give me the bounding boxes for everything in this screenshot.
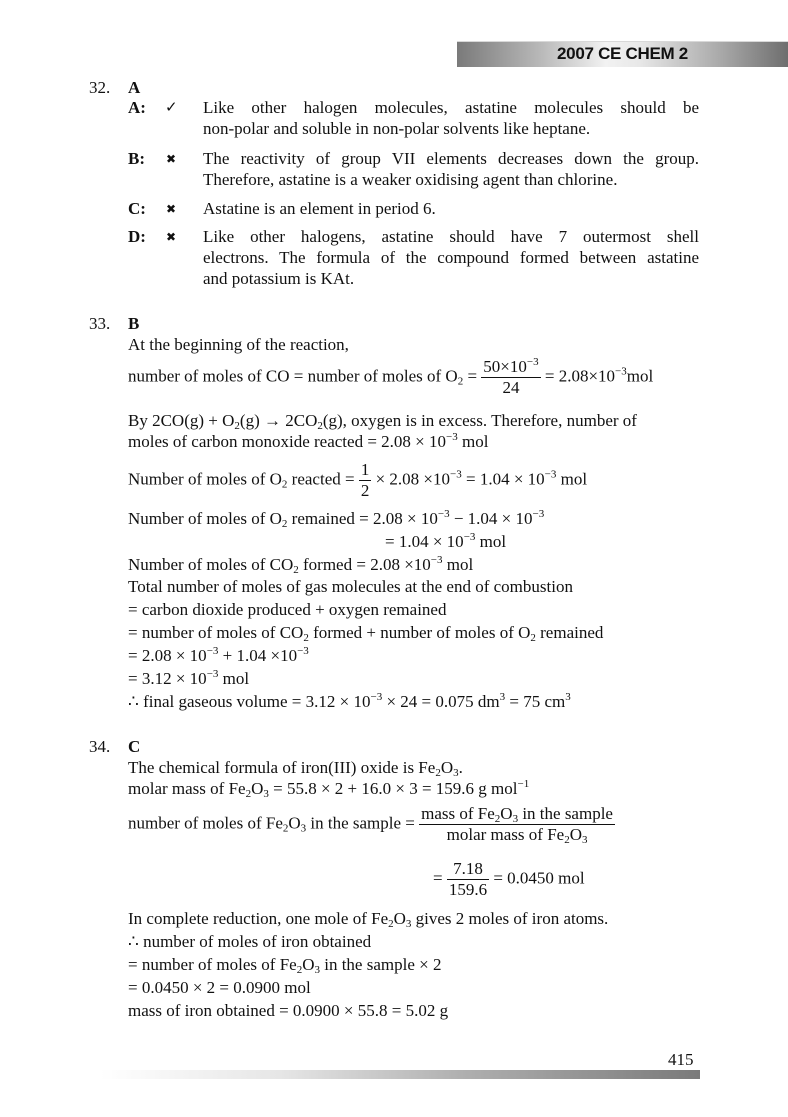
answer-letter: A bbox=[128, 78, 141, 97]
equation-o2-remained: Number of moles of $O_2$ remained = $2.08 \times 10^{-3} - 1.04 \times 10^{-3}$ bbox=[128, 508, 545, 530]
header-title: 2007 CE CHEM 2 bbox=[557, 44, 688, 63]
text-line: = number of moles of $Fe_2O_3$ in the sample × 2 bbox=[128, 955, 442, 976]
cross-icon: ✖ bbox=[166, 152, 177, 166]
text-line: mass of iron obtained = 0.0900 × 55.8 = 5.02 g bbox=[128, 1001, 449, 1020]
fraction: $\frac{7.18}{159.6}$ bbox=[448, 859, 488, 899]
fraction: $\frac{1}{2}$ bbox=[360, 460, 370, 500]
text-line: = 0.0450 × 2 = 0.0900 mol bbox=[128, 978, 311, 997]
footer-bar bbox=[100, 1070, 700, 1079]
option-text-line: Like other halogens, astatine should have 7 outermost shell bbox=[203, 227, 699, 246]
option-letter: B: bbox=[128, 149, 145, 168]
option-text-line: Like other halogen molecules, astatine molecules should be bbox=[203, 98, 699, 117]
cross-icon: ✖ bbox=[166, 202, 177, 216]
check-icon: ✓ bbox=[165, 98, 178, 116]
answer-letter: B bbox=[128, 314, 140, 333]
question-number: 33. bbox=[89, 314, 111, 333]
text-line: molar mass of $Fe_2O_3 = 55.8 \times 2 + 16.0 \times 3 = 159.6$ g mol$^{-1}$ bbox=[128, 778, 530, 800]
text-line: = $2.08 \times 10^{-3} + 1.04 \times 10^{-3}$ bbox=[128, 645, 309, 665]
page-number: 415 bbox=[668, 1050, 694, 1069]
option-letter: C: bbox=[128, 199, 146, 218]
text-line: Number of moles of $CO_2$ formed = $2.08 \times 10^{-3}$ mol bbox=[128, 554, 474, 576]
therefore-icon: ∴ bbox=[128, 692, 139, 711]
equation-moles-value: = $\frac{7.18}{159.6}$ = 0.0450 mol bbox=[433, 859, 585, 899]
question-number: 32. bbox=[89, 78, 111, 97]
text-line: = $1.04 \times 10^{-3}$ mol bbox=[385, 531, 507, 551]
header-bar bbox=[457, 41, 788, 67]
text-line: ∴ number of moles of iron obtained bbox=[128, 932, 372, 951]
text-line: Total number of moles of gas molecules at the end of combustion bbox=[128, 577, 573, 596]
text-line: By $2CO(g) + O_2(g) \to 2CO_2(g)$, oxygen is in excess. Therefore, number of bbox=[128, 411, 637, 432]
text-line: = $3.12 \times 10^{-3}$ mol bbox=[128, 668, 250, 688]
fraction: $\frac{mass of Fe_2O_3 in the sample}{molar mass of Fe_2O_3}$ bbox=[421, 804, 613, 846]
question-number: 34. bbox=[89, 737, 111, 756]
answer-letter: C bbox=[128, 737, 141, 756]
text-line: In complete reduction, one mole of $Fe_2O_3$ gives 2 moles of iron atoms. bbox=[128, 909, 609, 930]
therefore-icon: ∴ bbox=[128, 932, 139, 951]
option-text-line: non-polar and soluble in non-polar solvents like heptane. bbox=[203, 119, 591, 138]
option-text-line: and potassium is KAt. bbox=[203, 269, 355, 288]
option-text-line: Therefore, astatine is a weaker oxidising agent than chlorine. bbox=[203, 170, 618, 189]
text-line: moles of carbon monoxide reacted = $2.08 \times 10^{-3}$ mol bbox=[128, 431, 489, 451]
equation-moles-co: number of moles of CO = number of moles of $O_2$ = $\frac{50\times 10^{-3}}{24}$ = $2.08\times 10^{-3}mol$ bbox=[128, 356, 654, 397]
option-letter: A: bbox=[128, 98, 146, 117]
text-line: The chemical formula of iron(III) oxide is $Fe_2O_3$. bbox=[128, 758, 463, 779]
text-line: ∴ final gaseous volume = $3.12 \times 10^{-3} \times 24 = 0.075$ $dm^3 = 75$ $cm^3$ bbox=[128, 691, 571, 711]
equation-o2-reacted: Number of moles of $O_2$ reacted = $\frac{1}{2}$ × $2.08 \times 10^{-3} = 1.04 \times 10^{-3}$ mol bbox=[128, 460, 588, 500]
option-letter: D: bbox=[128, 227, 146, 246]
text-line: = number of moles of $CO_2$ formed + number of moles of $O_2$ remained bbox=[128, 623, 604, 644]
cross-icon: ✖ bbox=[166, 230, 177, 244]
option-text-line: The reactivity of group VII elements decreases down the group. bbox=[203, 149, 699, 168]
option-text-line: electrons. The formula of the compound formed between astatine bbox=[203, 248, 699, 267]
text-line: At the beginning of the reaction, bbox=[128, 335, 349, 354]
fraction: $\frac{50\times 10^{-3}}{24}$ bbox=[483, 356, 539, 397]
text-line: = carbon dioxide produced + oxygen remained bbox=[128, 600, 447, 619]
option-text-line: Astatine is an element in period 6. bbox=[203, 199, 436, 218]
equation-moles-fe2o3: number of moles of $Fe_2O_3$ in the sample = $\frac{mass of Fe_2O_3 in the sample}{molar mass of Fe_2O_3}$ bbox=[128, 804, 613, 846]
